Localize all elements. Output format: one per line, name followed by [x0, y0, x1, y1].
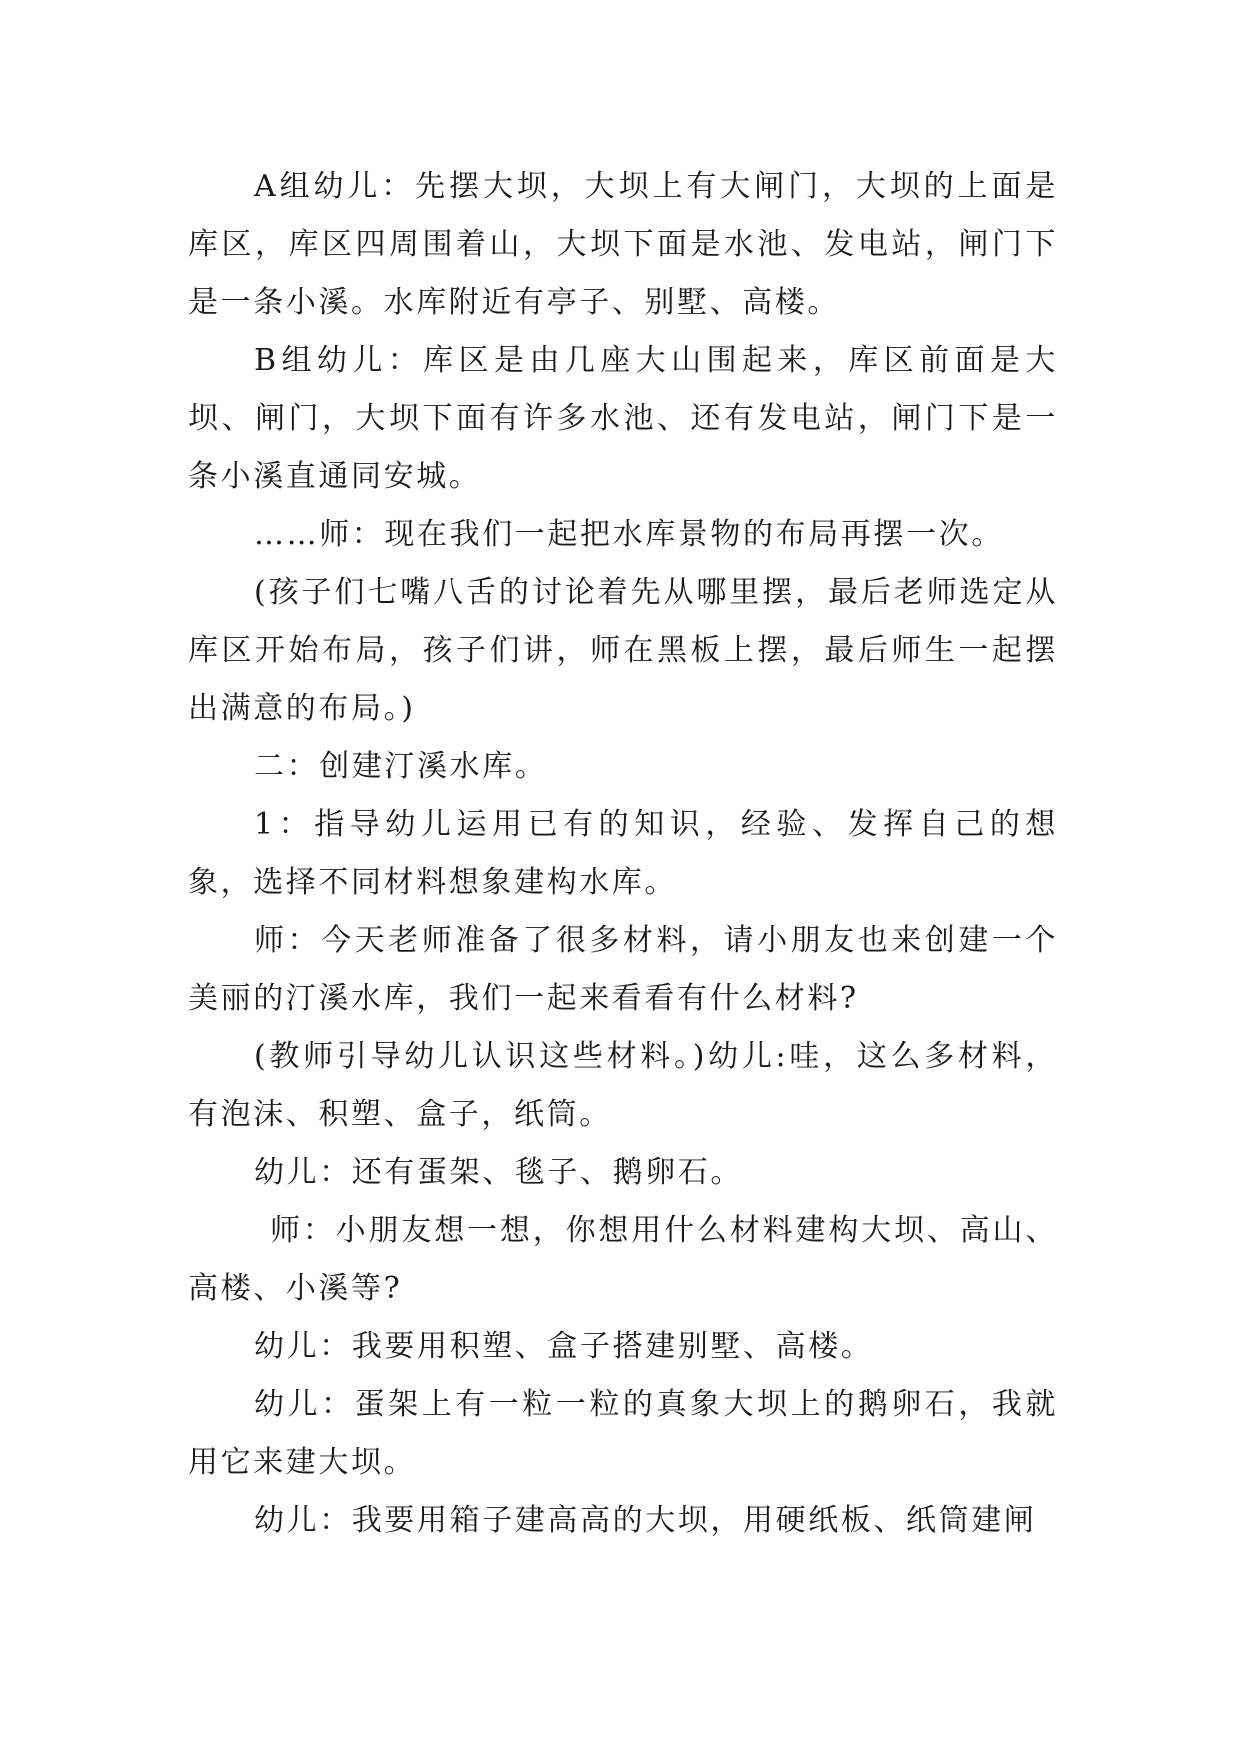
paragraph-child-more: 幼儿：还有蛋架、毯子、鹅卵石。 — [254, 1155, 743, 1190]
paragraph-materials-intro: (教师引导幼儿认识这些材料。)幼儿:哇，这么多材料，有泡沫、积塑、盒子，纸筒。 — [188, 1039, 1058, 1132]
paragraph-child-villa: 幼儿：我要用积塑、盒子搭建别墅、高楼。 — [254, 1329, 874, 1364]
paragraph-step-one: 1：指导幼儿运用已有的知识，经验、发挥自己的想象，选择不同材料想象建构水库。 — [188, 807, 1058, 900]
paragraph-group-b: B组幼儿：库区是由几座大山围起来，库区前面是大坝、闸门，大坝下面有许多水池、还有发电站，闸门下是一条小溪直通同安城。 — [188, 343, 1058, 494]
paragraph-child-dam-boxes: 幼儿：我要用箱子建高高的大坝，用硬纸板、纸筒建闸 — [254, 1503, 1037, 1538]
paragraph-teacher-layout: ……师：现在我们一起把水库景物的布局再摆一次。 — [254, 517, 1004, 552]
paragraph-child-dam-eggs: 幼儿：蛋架上有一粒一粒的真象大坝上的鹅卵石，我就用它来建大坝。 — [188, 1387, 1058, 1480]
document-page — [188, 158, 1058, 1550]
section-heading-two: 二：创建汀溪水库。 — [254, 749, 548, 784]
paragraph-group-a: A组幼儿：先摆大坝，大坝上有大闸门，大坝的上面是库区，库区四周围着山，大坝下面是水池、发电站，闸门下是一条小溪。水库附近有亭子、别墅、高楼。 — [188, 169, 1058, 320]
paragraph-teacher-materials: 师：今天老师准备了很多材料，请小朋友也来创建一个美丽的汀溪水库，我们一起来看看有什么材料? — [188, 923, 1058, 1016]
paragraph-teacher-question: 师：小朋友想一想，你想用什么材料建构大坝、高山、高楼、小溪等? — [188, 1213, 1058, 1306]
paragraph-discussion: (孩子们七嘴八舌的讨论着先从哪里摆，最后老师选定从库区开始布局，孩子们讲，师在黑板上摆，最后师生一起摆出满意的布局。) — [188, 575, 1058, 726]
